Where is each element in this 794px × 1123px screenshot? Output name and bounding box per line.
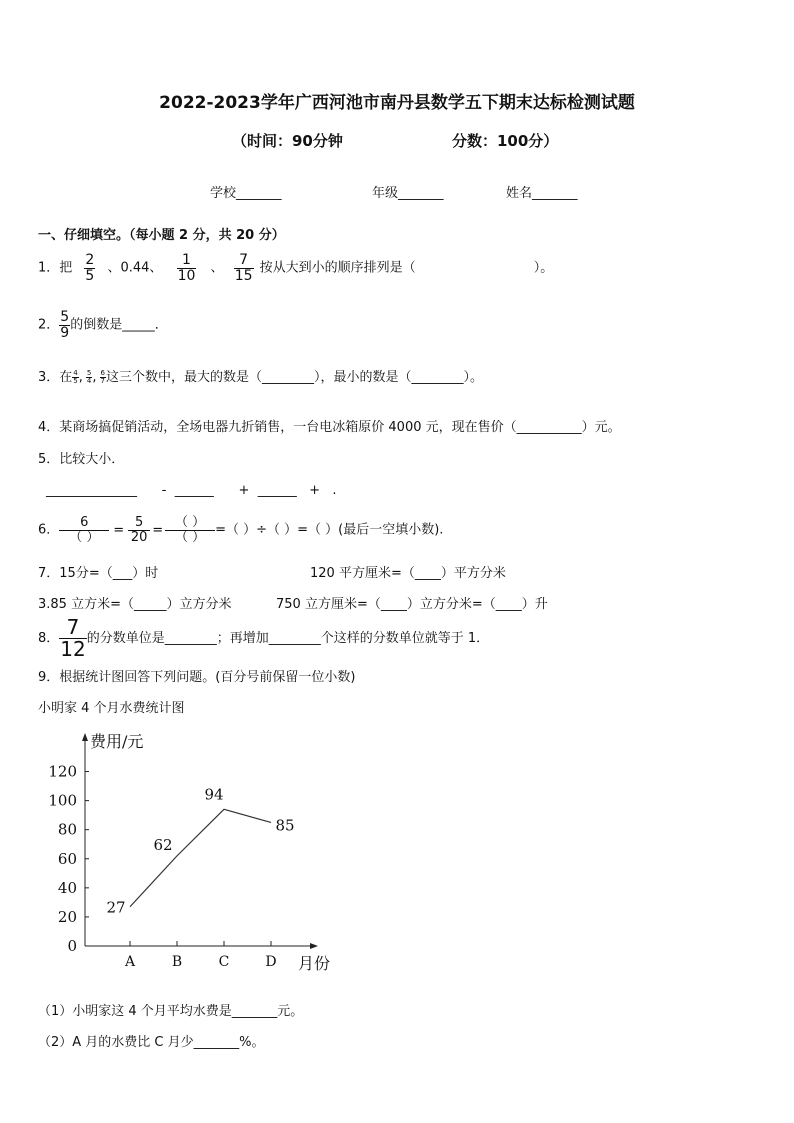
fraction xyxy=(86,370,92,386)
denominator: （ ） xyxy=(69,529,100,545)
q5-compare-line: ______________ - ______ + ______ + . xyxy=(46,483,337,498)
chart-marks xyxy=(106,785,294,916)
y-tick-label: 100 xyxy=(48,791,77,810)
y-tick-label: 60 xyxy=(57,849,77,868)
q1-prefix: 1．把 xyxy=(38,260,73,276)
fraction xyxy=(59,617,86,660)
y-tick-label: 40 xyxy=(57,878,77,897)
y-tick-label: 120 xyxy=(48,762,77,781)
question-7a: 7．15分=（___）时 xyxy=(38,566,159,581)
y-axis-arrow xyxy=(82,733,88,741)
y-tick-label: 20 xyxy=(57,907,77,926)
page-title: 2022-2023学年广西河池市南丹县数学五下期末达标检测试题 xyxy=(159,93,635,113)
series-line xyxy=(130,809,271,906)
question-2 xyxy=(38,310,168,340)
q1-end: ）。 xyxy=(533,260,554,276)
fraction xyxy=(59,310,70,340)
denominator: 7 xyxy=(100,377,105,385)
denominator: 5 xyxy=(73,377,78,385)
x-tick-label: C xyxy=(218,954,230,970)
q6-rest: =（ ）÷（ ）=（ ）(最后一空填小数). xyxy=(215,522,444,538)
question-9-part-1: （1）小明家这 4 个月平均水费是_______元。 xyxy=(38,1004,304,1019)
y-axis-label: 费用/元 xyxy=(90,732,144,751)
section-heading: 一、仔细填空。（每小题 2 分，共 20 分） xyxy=(38,228,285,243)
exam-time: （时间：90分钟 xyxy=(232,132,343,150)
numerator: 5 xyxy=(86,368,92,377)
question-1 xyxy=(38,253,553,283)
q8-text: 的分数单位是________；再增加________个这样的分数单位就等于 1． xyxy=(86,631,490,646)
question-6 xyxy=(38,516,443,544)
school-field: 学校_______ xyxy=(210,186,282,201)
numerator: 1 xyxy=(177,253,197,269)
denominator: 9 xyxy=(60,324,70,341)
line-chart xyxy=(40,725,360,980)
chart-caption: 小明家 4 个月水费统计图 xyxy=(38,701,185,716)
fraction xyxy=(59,516,109,544)
numerator: 7 xyxy=(59,617,86,639)
numerator: 7 xyxy=(234,253,254,269)
fraction xyxy=(72,370,78,386)
data-label: 62 xyxy=(153,835,173,854)
x-axis-label: 月份 xyxy=(298,954,331,973)
q3-text: 这三个数中，最大的数是（________），最小的数是（________）。 xyxy=(105,370,483,385)
question-7c: 3.85 立方米=（_____）立方分米 xyxy=(38,597,232,612)
fraction xyxy=(128,516,150,544)
fraction xyxy=(234,253,254,283)
equals-sign: = xyxy=(152,522,164,538)
numerator: （ ） xyxy=(165,516,215,531)
numerator: 5 xyxy=(60,309,70,325)
q3-prefix: 3．在 xyxy=(38,370,73,385)
fraction xyxy=(84,253,95,283)
question-5: 5．比较大小． xyxy=(38,452,125,467)
exam-score: 分数：100分） xyxy=(452,132,559,150)
x-tick-label: D xyxy=(265,954,277,970)
numerator: 5 xyxy=(128,516,150,531)
denominator: 15 xyxy=(234,267,253,284)
question-8 xyxy=(38,617,489,660)
denominator: （ ） xyxy=(175,529,206,545)
q2-prefix: 2． xyxy=(38,317,60,333)
denominator: 10 xyxy=(177,267,196,284)
chart-axes xyxy=(48,732,330,973)
data-label: 27 xyxy=(106,898,126,917)
q6-prefix: 6． xyxy=(38,522,60,538)
denominator: 20 xyxy=(130,529,148,545)
numerator: 2 xyxy=(85,252,95,268)
question-9: 9．根据统计图回答下列问题。(百分号前保留一位小数) xyxy=(38,670,356,685)
y-tick-label: 0 xyxy=(67,937,77,955)
data-label: 94 xyxy=(204,785,224,804)
name-field: 姓名_______ xyxy=(506,186,578,201)
q8-prefix: 8． xyxy=(38,631,60,646)
numerator: 6 xyxy=(100,368,105,377)
q2-text: 的倒数是_____． xyxy=(70,317,168,333)
data-label: 85 xyxy=(275,816,295,835)
equals-sign: = xyxy=(113,522,125,538)
question-9-part-2: （2）A 月的水费比 C 月少_______%。 xyxy=(38,1035,265,1050)
q1-mid: 、 xyxy=(210,260,224,276)
fraction xyxy=(177,253,197,283)
numerator: 4 xyxy=(73,368,78,377)
denominator: 12 xyxy=(60,637,86,661)
denominator: 5 xyxy=(85,267,95,284)
question-7d: 750 立方厘米=（____）立方分米=（____）升 xyxy=(276,597,548,612)
question-3: 3．在 $\frac{4}{5}$ , $\frac{5}{4}$ , $\frac{6}{7}$ 这三个数中，最大的数是（________），最小的数是（________）。 xyxy=(38,368,483,385)
q1-suffix: 按从大到小的顺序排列是（ xyxy=(259,260,416,276)
y-tick-label: 80 xyxy=(57,820,77,839)
grade-field: 年级_______ xyxy=(372,186,444,201)
fraction xyxy=(165,516,215,544)
question-4: 4．某商场搞促销活动，全场电器九折销售，一台电冰箱原价 4000 元，现在售价（__________）元。 xyxy=(38,420,621,435)
x-tick-label: B xyxy=(171,954,183,970)
question-7b: 120 平方厘米=（____）平方分米 xyxy=(310,566,506,581)
numerator: 6 xyxy=(59,516,109,531)
x-tick-label: A xyxy=(124,954,136,970)
x-axis-arrow xyxy=(310,943,318,949)
denominator: 4 xyxy=(86,377,92,385)
q1-mid: 、0.44、 xyxy=(107,260,163,276)
